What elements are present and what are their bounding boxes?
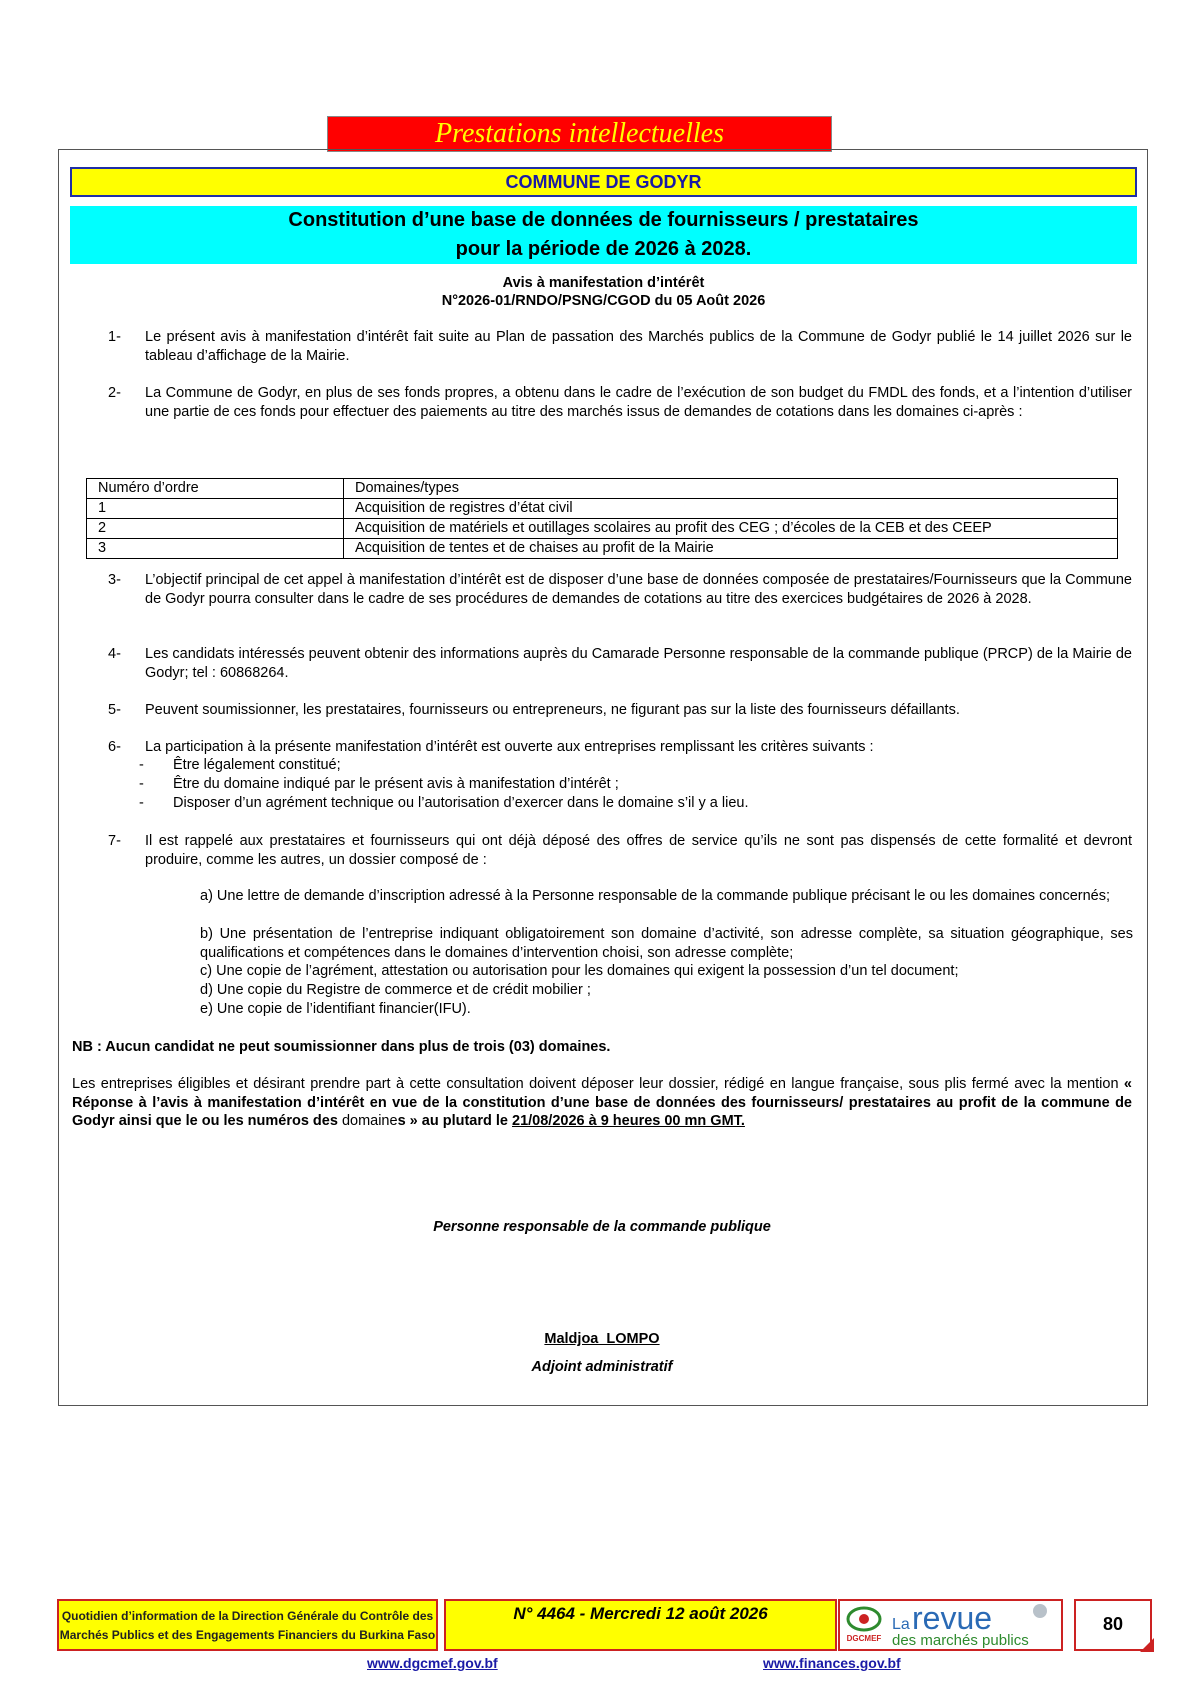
closing-before-date: au plutard le [417,1113,512,1130]
nb-note: NB : Aucun candidat ne peut soumissionner dans plus de trois (03) domaines. [72,1039,611,1055]
subject-line-2: pour la période de 2026 à 2028. [455,238,752,260]
dossier-item-b: b) Une présentation de l’entreprise indiquant obligatoirement son domaine d’activité, son adresse complète, sa situation géographique, ses qualifications et compétences dans le domaines d’intervention choisi, son adresse complète; [200,926,1133,961]
logo-subtitle: des marchés publics [892,1632,1029,1649]
paragraph-7 [108,832,1132,869]
paragraph-text: La participation à la présente manifestation d’intérêt est ouverte aux entreprises remplissant les critères suivants : [145,739,874,755]
revue-logo [838,1599,1063,1651]
table-row [87,519,1118,539]
table-row [87,499,1118,519]
gear-icon [1033,1604,1047,1618]
criteria-text: Disposer d’un agrément technique ou l’autorisation d’exercer dans le domaine s’il y a lieu. [173,795,749,811]
paragraph-3 [108,571,1132,608]
table-header-cell: Domaines/types [344,479,1118,499]
footer-publisher-line-1: Quotidien d’information de la Direction Générale du Contrôle des [61,1609,434,1623]
closing-intro: Les entreprises éligibles et désirant prendre part à cette consultation doivent déposer leur dossier, rédigé en langue française, sous plis fermé avec la mention [72,1076,1124,1092]
closing-mention-end: s » [397,1113,418,1130]
paragraph-text: Il est rappelé aux prestataires et fournisseurs qui ont déjà déposé des offres de service qu’ils ne sont pas dispensés de cette formalité et devront produire, comme les autres, un dossier composé de : [145,833,1132,868]
paragraph-text: La Commune de Godyr, en plus de ses fonds propres, a obtenu dans le cadre de l’exécution de son budget du FMDL des fonds, et a l’intention d’utiliser une partie de ces fonds pour effectuer des paiements au titre des marchés issus de demandes de cotations dans les domaines ci-après : [145,385,1132,420]
commune-title: COMMUNE DE GODYR [70,167,1137,197]
bullet-dash: - [139,776,144,792]
paragraph-number: 4- [108,646,121,662]
table-header-cell: Numéro d’ordre [87,479,344,499]
avis-reference: N°2026-01/RNDO/PSNG/CGOD du 05 Août 2026 [441,293,766,309]
paragraph-4 [108,645,1132,682]
criteria-text: Être du domaine indiqué par le présent avis à manifestation d’intérêt ; [173,776,619,792]
closing-mention: « Réponse à l’avis à manifestation d’intérêt en vue de la constitution d’une base de données des fournisseurs/ prestataires au profit de la commune de Godyr ainsi que le ou les numéros des [72,1076,1132,1130]
table-cell: 1 [87,499,344,519]
criteria-text: Être légalement constitué; [173,757,341,773]
table-cell: Acquisition de registres d’état civil [344,499,1118,519]
avis-title: Avis à manifestation d’intérêt [502,275,705,291]
signatory-role: Personne responsable de la commande publique [433,1219,771,1235]
criteria-item [139,794,749,813]
table-cell: Acquisition de tentes et de chaises au profit de la Mairie [344,539,1118,559]
closing-paragraph [72,1075,1132,1131]
paragraph-number: 2- [108,385,121,401]
section-banner: Prestations intellectuelles [327,116,832,152]
paragraph-5 [108,701,1132,720]
signatory-name: Maldjoa LOMPO [544,1331,660,1347]
paragraph-number: 7- [108,833,121,849]
subject-title [70,206,1137,264]
criteria-item [139,775,619,794]
bullet-dash: - [139,795,144,811]
subject-line-1: Constitution d’une base de données de fournisseurs / prestataires [288,209,919,231]
logo-revue: revue [912,1601,993,1636]
avis-header [70,274,1137,310]
domains-table [86,478,1118,559]
logo-la: La [892,1616,910,1633]
paragraph-number: 1- [108,329,121,345]
table-row [87,539,1118,559]
revue-logo-graphic [840,1601,1061,1649]
table-cell: 2 [87,519,344,539]
eye-pupil-icon [859,1614,869,1624]
paragraph-2 [108,384,1132,421]
finances-link[interactable]: www.finances.gov.bf [763,1655,901,1671]
dossier-item-a: a) Une lettre de demande d’inscription adressé à la Personne responsable de la commande publique précisant le ou les domaines concernés; [200,888,1111,904]
signatory-title: Adjoint administratif [531,1359,673,1375]
dgcmef-link[interactable]: www.dgcmef.gov.bf [367,1655,498,1671]
paragraph-text: L’objectif principal de cet appel à manifestation d’intérêt est de disposer d’une base de données composée de prestataires/Fournisseurs que la Commune de Godyr pourra consulter dans le cadre de ses procédures de demandes de cotations au titre des exercices budgétaires de 2026 à 2028. [145,572,1132,607]
paragraph-text: Les candidats intéressés peuvent obtenir des informations auprès du Camarade Personne responsable de la commande publique (PRCP) de la Mairie de Godyr; tel : 60868264. [145,646,1132,681]
table-header-row [87,479,1118,499]
dossier-item-c: c) Une copie de l’agrément, attestation ou autorisation pour les domaines qui exigent la possession d’un tel document; [200,963,959,979]
table-cell: Acquisition de matériels et outillages scolaires au profit des CEG ; d’écoles de la CEB et des CEEP [344,519,1118,539]
page-corner-fold-icon [1140,1638,1156,1654]
paragraph-number: 3- [108,572,121,588]
table-cell: 3 [87,539,344,559]
paragraph-6 [108,738,1132,757]
dossier-item-e: e) Une copie de l’identifiant financier(IFU). [200,1001,471,1017]
footer-issue: N° 4464 - Mercredi 12 août 2026 [444,1599,837,1651]
closing-domaine: domaine [341,1113,398,1130]
criteria-item [139,756,341,775]
page-number: 80 [1074,1599,1152,1651]
paragraph-number: 5- [108,702,121,718]
dossier-item-d: d) Une copie du Registre de commerce et de crédit mobilier ; [200,982,591,998]
paragraph-text: Peuvent soumissionner, les prestataires, fournisseurs ou entrepreneurs, ne figurant pas sur la liste des fournisseurs défaillants. [145,702,960,718]
footer-publisher [57,1599,438,1651]
footer-publisher-line-2: Marchés Publics et des Engagements Financiers du Burkina Faso [59,1628,436,1642]
paragraph-1 [108,328,1132,365]
closing-deadline: 21/08/2026 à 9 heures 00 mn GMT. [512,1113,745,1130]
paragraph-number: 6- [108,739,121,755]
dgcmef-mark: DGCMEF [846,1634,882,1643]
paragraph-text: Le présent avis à manifestation d’intérêt fait suite au Plan de passation des Marchés publics de la Commune de Godyr publié le 14 juillet 2026 sur le tableau d’affichage de la Mairie. [145,329,1132,364]
bullet-dash: - [139,757,144,773]
